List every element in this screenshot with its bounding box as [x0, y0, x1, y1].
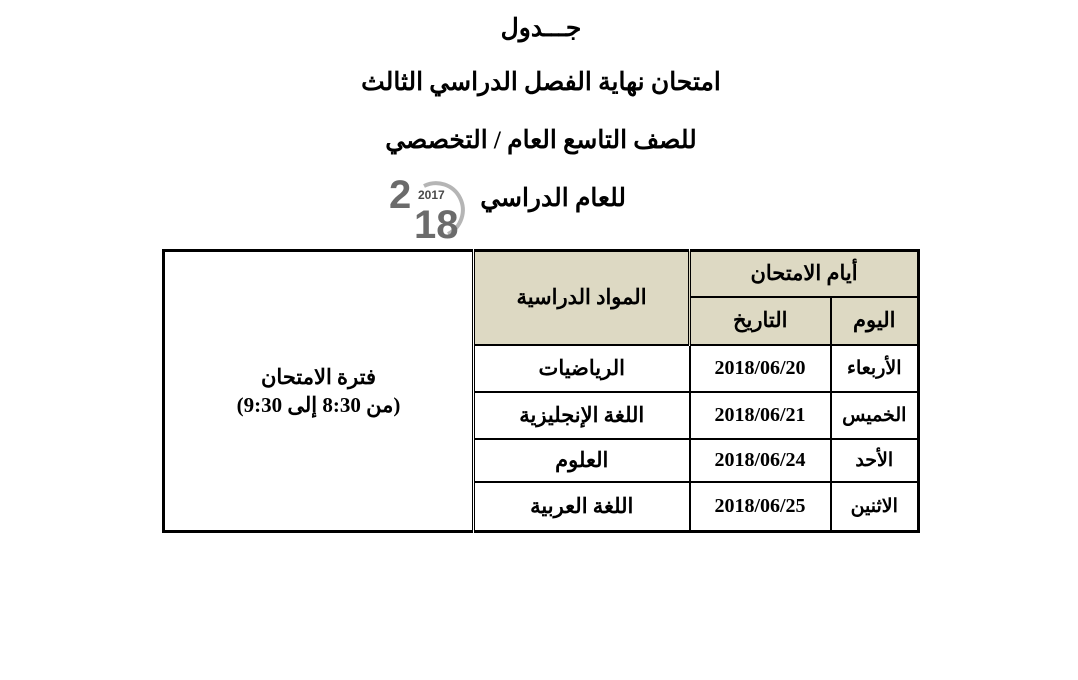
day-header: اليوم	[831, 297, 919, 345]
exam-days-header: أيام الامتحان	[690, 251, 919, 297]
day-cell: الأربعاء	[831, 345, 919, 392]
exam-schedule-table	[162, 249, 920, 533]
exam-title: امتحان نهاية الفصل الدراسي الثالث	[361, 69, 721, 96]
subject-cell: اللغة الإنجليزية	[474, 392, 690, 439]
logo-digits-bottom: 18	[414, 203, 459, 242]
day-cell: الأحد	[831, 439, 919, 482]
exam-period-title: فترة الامتحان	[261, 365, 376, 389]
grade-title: للصف التاسع العام / التخصصي	[385, 127, 697, 154]
date-cell: 2018/06/21	[690, 392, 831, 439]
academic-year-line	[386, 172, 626, 242]
day-cell: الاثنين	[831, 482, 919, 532]
subject-cell: الرياضيات	[474, 345, 690, 392]
exam-period-time: (من 8:30 إلى 9:30)	[236, 393, 401, 417]
subject-cell: اللغة العربية	[474, 482, 690, 532]
date-cell: 2018/06/24	[690, 439, 831, 482]
year-2018-logo	[386, 172, 476, 242]
document-title: جـــدول	[500, 15, 582, 42]
exam-period-cell	[164, 251, 474, 532]
academic-year-label: للعام الدراسي	[480, 185, 626, 212]
day-cell: الخميس	[831, 392, 919, 439]
date-cell: 2018/06/25	[690, 482, 831, 532]
date-cell: 2018/06/20	[690, 345, 831, 392]
subjects-header: المواد الدراسية	[474, 251, 690, 345]
subject-cell: العلوم	[474, 439, 690, 482]
logo-digit-top: 2	[389, 173, 412, 217]
logo-small-year: 2017	[418, 188, 445, 202]
date-header: التاريخ	[690, 297, 831, 345]
